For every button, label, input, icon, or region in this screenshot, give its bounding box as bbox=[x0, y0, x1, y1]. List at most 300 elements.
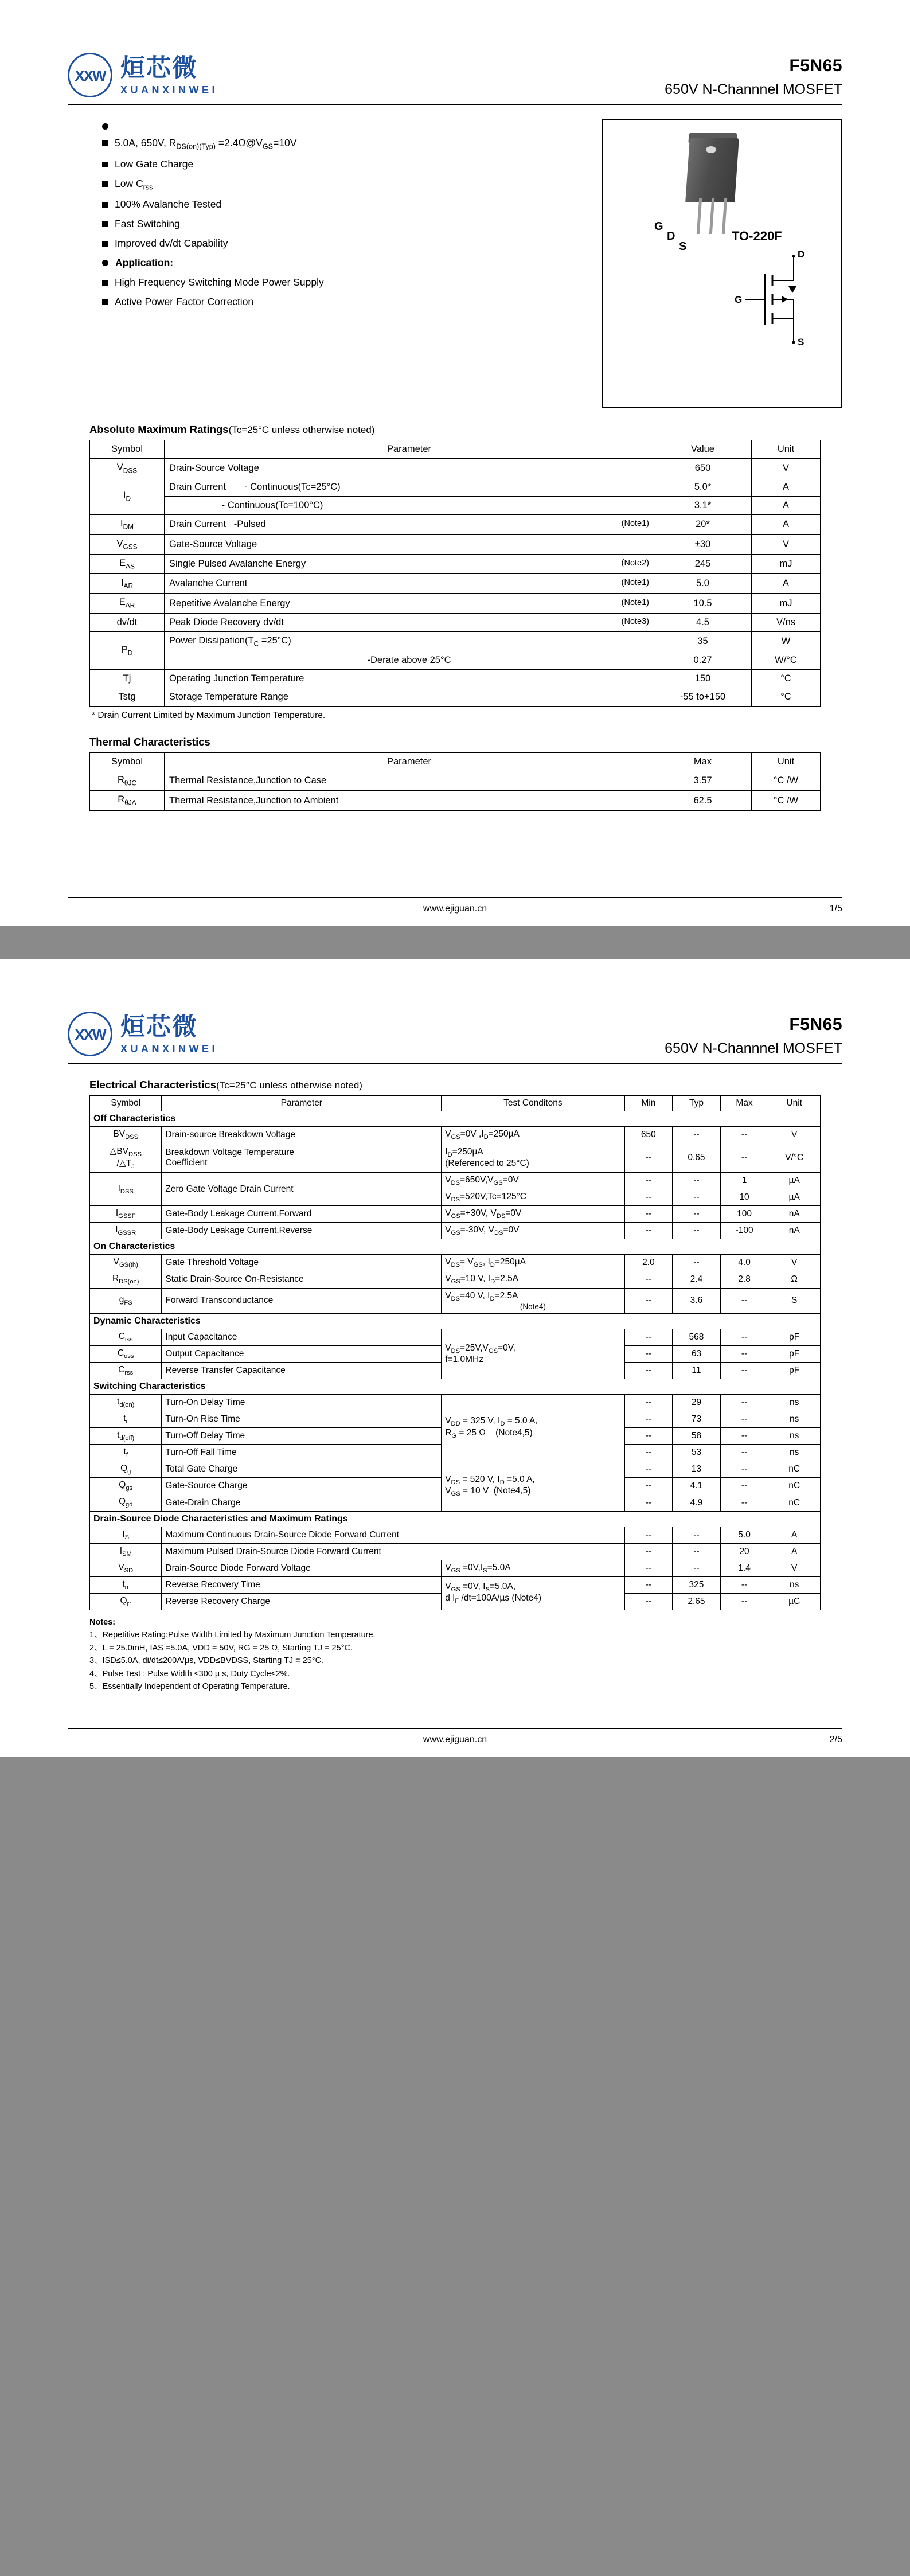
group-header-row bbox=[90, 1511, 821, 1527]
cell-symbol: $V_{SD}$ bbox=[90, 1560, 162, 1576]
table-row bbox=[90, 670, 821, 688]
table-row bbox=[90, 1560, 821, 1576]
cell-typ: 53 bbox=[673, 1445, 721, 1461]
cell-symbol: $I_S$ bbox=[90, 1527, 162, 1543]
cell-min: -- bbox=[624, 1560, 673, 1576]
cell-min: -- bbox=[624, 1362, 673, 1379]
footer-url: www.ejiguan.cn bbox=[423, 903, 487, 914]
note-item: 1、Repetitive Rating:Pulse Width Limited by Maximum Junction Temperature. bbox=[89, 1630, 376, 1640]
col-value: Value bbox=[654, 440, 752, 459]
header-divider bbox=[68, 104, 842, 105]
cell-max: -- bbox=[720, 1411, 768, 1427]
group-header-row bbox=[90, 1239, 821, 1255]
cell-symbol: Tstg bbox=[90, 688, 165, 707]
cell-typ: 3.6 bbox=[673, 1288, 721, 1313]
table-row bbox=[90, 1527, 821, 1543]
cell-unit: °C /W bbox=[752, 771, 821, 791]
cell-unit: µA bbox=[768, 1172, 821, 1189]
cell-max: 4.0 bbox=[720, 1255, 768, 1271]
cell-value: -55 to+150 bbox=[654, 688, 752, 707]
list-item bbox=[102, 178, 503, 192]
abs-max-title-note: (Tc=25°C unless otherwise noted) bbox=[228, 424, 375, 435]
svg-text:XXW: XXW bbox=[75, 1025, 106, 1043]
cell-unit: ns bbox=[768, 1411, 821, 1427]
cell-symbol: $C_{rss}$ bbox=[90, 1362, 162, 1379]
cell-parameter: Drain-source Breakdown Voltage bbox=[162, 1126, 442, 1143]
cell-min: -- bbox=[624, 1478, 673, 1494]
cell-parameter: Drain-Source Diode Forward Voltage bbox=[162, 1560, 442, 1576]
cell-parameter: Reverse Recovery Charge bbox=[162, 1593, 442, 1610]
feature-text: 100% Avalanche Tested bbox=[115, 198, 222, 210]
cell-max: 3.57 bbox=[654, 771, 752, 791]
svg-text:XXW: XXW bbox=[75, 67, 106, 84]
xxw-monogram-icon bbox=[73, 1017, 107, 1051]
cell-symbol: $V_{GS(th)}$ bbox=[90, 1255, 162, 1271]
cell-parameter: Input Capacitance bbox=[162, 1329, 442, 1345]
list-item bbox=[102, 296, 503, 308]
cell-symbol: $Q_{rr}$ bbox=[90, 1593, 162, 1610]
cell-value: 3.1* bbox=[654, 497, 752, 515]
brand-logo bbox=[68, 53, 218, 97]
table-header-row bbox=[90, 1095, 821, 1111]
cell-max: -- bbox=[720, 1428, 768, 1445]
cell-symbol: $t_f$ bbox=[90, 1445, 162, 1461]
feature-text: Low Gate Charge bbox=[115, 158, 194, 170]
cell-symbol: $I_{GSSF}$ bbox=[90, 1206, 162, 1223]
cell-condition: $V_{DS}=40$ V, $I_D=2.5A$ (Note4) bbox=[442, 1288, 624, 1313]
cell-parameter: Peak Diode Recovery dv/dt (Note3) bbox=[165, 613, 654, 631]
cell-symbol: $Q_{gs}$ bbox=[90, 1478, 162, 1494]
brand-name-en: XUANXINWEI bbox=[120, 1043, 218, 1055]
table-row bbox=[90, 574, 821, 594]
cell-parameter: Static Drain-Source On-Resistance bbox=[162, 1271, 442, 1288]
cell-condition: $V_{GS}=-30V$, $V_{DS}=0V$ bbox=[442, 1223, 624, 1239]
cell-symbol: Tj bbox=[90, 670, 165, 688]
page-footer-2 bbox=[68, 1728, 842, 1745]
cell-max: 20 bbox=[720, 1543, 768, 1560]
cell-unit: nC bbox=[768, 1494, 821, 1511]
application-label: Application: bbox=[115, 257, 174, 268]
cell-parameter: Storage Temperature Range bbox=[165, 688, 654, 707]
pin-label-g: G bbox=[654, 220, 663, 233]
cell-min: -- bbox=[624, 1576, 673, 1593]
pin-label-s: S bbox=[679, 240, 687, 253]
list-item bbox=[102, 276, 503, 288]
cell-typ: 11 bbox=[673, 1362, 721, 1379]
cell-parameter: Reverse Recovery Time bbox=[162, 1576, 442, 1593]
cell-symbol: $C_{iss}$ bbox=[90, 1329, 162, 1345]
cell-min: -- bbox=[624, 1189, 673, 1206]
mounting-hole bbox=[706, 146, 716, 153]
bullet-square-icon bbox=[102, 202, 108, 208]
col-symbol: Symbol bbox=[90, 1095, 162, 1111]
table-row bbox=[90, 1461, 821, 1478]
cell-unit: V bbox=[768, 1126, 821, 1143]
cell-typ: 4.9 bbox=[673, 1494, 721, 1511]
cell-typ: -- bbox=[673, 1206, 721, 1223]
footer-url: www.ejiguan.cn bbox=[423, 1734, 487, 1744]
cell-symbol: $E_{AR}$ bbox=[90, 594, 165, 613]
table-row bbox=[90, 534, 821, 554]
svg-text:S: S bbox=[798, 337, 804, 348]
col-parameter: Parameter bbox=[162, 1095, 442, 1111]
cell-symbol: $R_{DS(on)}$ bbox=[90, 1271, 162, 1288]
group-header-row bbox=[90, 1313, 821, 1329]
cell-min: -- bbox=[624, 1461, 673, 1478]
table-row bbox=[90, 651, 821, 670]
table-row bbox=[90, 1329, 821, 1345]
cell-condition: $V_{GS}=0V$ $,I_D=250\mu A$ bbox=[442, 1126, 624, 1143]
cell-value: 5.0* bbox=[654, 478, 752, 497]
cell-parameter: Total Gate Charge bbox=[162, 1461, 442, 1478]
header-divider bbox=[68, 1063, 842, 1064]
cell-unit: V bbox=[768, 1255, 821, 1271]
cell-max: -- bbox=[720, 1362, 768, 1379]
page-separator bbox=[0, 926, 910, 959]
cell-condition: $V_{DS}=520V,Tc=125^\circ C$ bbox=[442, 1189, 624, 1206]
notes-title: Notes: bbox=[89, 1618, 116, 1627]
cell-typ: 325 bbox=[673, 1576, 721, 1593]
feature-text: High Frequency Switching Mode Power Supply bbox=[115, 276, 324, 288]
cell-unit: A bbox=[752, 478, 821, 497]
cell-min: 2.0 bbox=[624, 1255, 673, 1271]
cell-condition: $V_{DS} = 520$ V, $I_D =5.0$ A, $V_{GS} = 10$ V (Note4,5) bbox=[442, 1461, 624, 1511]
note-item: 5、Essentially Independent of Operating Temperature. bbox=[89, 1682, 290, 1692]
xxw-monogram-icon bbox=[73, 58, 107, 92]
table-row bbox=[90, 688, 821, 707]
cell-symbol: $t_r$ bbox=[90, 1411, 162, 1427]
cell-unit: µC bbox=[768, 1593, 821, 1610]
cell-max: -- bbox=[720, 1478, 768, 1494]
cell-unit: V bbox=[752, 534, 821, 554]
cell-max: 2.8 bbox=[720, 1271, 768, 1288]
cell-typ: 73 bbox=[673, 1411, 721, 1427]
cell-parameter: Avalanche Current (Note1) bbox=[165, 574, 654, 594]
col-symbol: Symbol bbox=[90, 440, 165, 459]
part-description: 650V N-Channnel MOSFET bbox=[665, 81, 842, 97]
cell-unit: ns bbox=[768, 1445, 821, 1461]
cell-max: 1 bbox=[720, 1172, 768, 1189]
brand-name-cn: 烜芯微 bbox=[120, 1012, 198, 1041]
cell-unit: mJ bbox=[752, 594, 821, 613]
cell-condition: $V_{GS} =0V,I_S=5.0A$ bbox=[442, 1560, 624, 1576]
group-header-row bbox=[90, 1379, 821, 1394]
cell-parameter: Single Pulsed Avalanche Energy (Note2) bbox=[165, 554, 654, 573]
cell-parameter: Breakdown Voltage Temperature Coefficient bbox=[162, 1143, 442, 1172]
cell-parameter: Maximum Continuous Drain-Source Diode Forward Current bbox=[162, 1527, 624, 1543]
cell-parameter: Maximum Pulsed Drain-Source Diode Forward Current bbox=[162, 1543, 624, 1560]
cell-max: -- bbox=[720, 1126, 768, 1143]
note-item: 3、ISD≤5.0A, di/dt≤200A/µs, VDD≤BVDSS, Starting TJ = 25°C. bbox=[89, 1656, 324, 1666]
cell-unit: pF bbox=[768, 1345, 821, 1362]
cell-parameter: Gate Threshold Voltage bbox=[162, 1255, 442, 1271]
cell-max: -- bbox=[720, 1461, 768, 1478]
table-row bbox=[90, 497, 821, 515]
table-row bbox=[90, 613, 821, 631]
list-item bbox=[102, 237, 503, 249]
cell-symbol: $I_{SM}$ bbox=[90, 1543, 162, 1560]
cell-parameter: Gate-Drain Charge bbox=[162, 1494, 442, 1511]
group-title-off: Off Characteristics bbox=[90, 1111, 821, 1126]
abs-max-title-text: Absolute Maximum Ratings bbox=[89, 423, 229, 435]
brand-name-cn: 烜芯微 bbox=[120, 54, 198, 83]
cell-min: -- bbox=[624, 1445, 673, 1461]
cell-symbol: $I_D$ bbox=[90, 478, 165, 515]
note-item: 2、L = 25.0mH, IAS =5.0A, VDD = 50V, RG = 25 Ω, Starting TJ = 25°C. bbox=[89, 1643, 353, 1653]
cell-symbol: $t_{rr}$ bbox=[90, 1576, 162, 1593]
cell-min: -- bbox=[624, 1394, 673, 1411]
cell-condition: $V_{DD} = 325$ V, $I_D = 5.0$ A, $R_G = 25$ Ω (Note4,5) bbox=[442, 1394, 624, 1461]
cell-value: 245 bbox=[654, 554, 752, 573]
absolute-maximum-ratings-table bbox=[89, 440, 821, 707]
cell-parameter: Repetitive Avalanche Energy (Note1) bbox=[165, 594, 654, 613]
cell-parameter: Forward Transconductance bbox=[162, 1288, 442, 1313]
svg-text:D: D bbox=[798, 251, 805, 260]
package-diagram bbox=[602, 119, 842, 408]
cell-condition: $I_D=250\mu A$ (Referenced to 25°C) bbox=[442, 1143, 624, 1172]
cell-typ: 58 bbox=[673, 1428, 721, 1445]
table-row bbox=[90, 1206, 821, 1223]
note-item: 4、Pulse Test : Pulse Width ≤300 µ s, Duty Cycle≤2%. bbox=[89, 1669, 290, 1679]
cell-symbol: $V_{GSS}$ bbox=[90, 534, 165, 554]
cell-min: -- bbox=[624, 1143, 673, 1172]
cell-min: -- bbox=[624, 1206, 673, 1223]
feature-text: 5.0A, 650V, $R_{DS(on)(Typ)}$ $=2.4\Omega@V_{GS}=10V$ bbox=[115, 137, 297, 151]
col-typ: Typ bbox=[673, 1095, 721, 1111]
cell-symbol: $t_{d(on)}$ bbox=[90, 1394, 162, 1411]
cell-min: -- bbox=[624, 1593, 673, 1610]
cell-parameter: Power $Dissipation(T_C =25^\circ C)$ bbox=[165, 631, 654, 651]
cell-symbol: $t_{d(off)}$ bbox=[90, 1428, 162, 1445]
cell-parameter: Thermal Resistance,Junction to Case bbox=[165, 771, 654, 791]
cell-condition: $V_{GS}=10$ V, $I_D=2.5A$ bbox=[442, 1271, 624, 1288]
cell-max: -- bbox=[720, 1593, 768, 1610]
cell-typ: 568 bbox=[673, 1329, 721, 1345]
lead-pin-1 bbox=[697, 198, 702, 234]
cell-condition: $V_{GS}=+30V$, $V_{DS}=0V$ bbox=[442, 1206, 624, 1223]
cell-max: -- bbox=[720, 1445, 768, 1461]
cell-unit: A bbox=[752, 515, 821, 534]
cell-min: -- bbox=[624, 1345, 673, 1362]
cell-symbol: $g_{FS}$ bbox=[90, 1288, 162, 1313]
footer-page-number: 1/5 bbox=[829, 903, 842, 914]
cell-unit: °C bbox=[752, 670, 821, 688]
cell-typ: -- bbox=[673, 1560, 721, 1576]
lead-pin-3 bbox=[722, 198, 727, 234]
cell-value: ±30 bbox=[654, 534, 752, 554]
cell-max: -100 bbox=[720, 1223, 768, 1239]
cell-unit: nC bbox=[768, 1461, 821, 1478]
col-max: Max bbox=[654, 753, 752, 771]
cell-symbol: $R_{\theta JC}$ bbox=[90, 771, 165, 791]
bullet-round-icon bbox=[102, 123, 108, 130]
cell-unit: µA bbox=[768, 1189, 821, 1206]
cell-symbol: $C_{oss}$ bbox=[90, 1345, 162, 1362]
page-header bbox=[68, 26, 842, 98]
cell-typ: -- bbox=[673, 1527, 721, 1543]
table-row bbox=[90, 1288, 821, 1313]
cell-symbol: $Q_g$ bbox=[90, 1461, 162, 1478]
cell-typ: 63 bbox=[673, 1345, 721, 1362]
bullet-square-icon bbox=[102, 181, 108, 187]
bullet-square-icon bbox=[102, 241, 108, 247]
cell-max: 5.0 bbox=[720, 1527, 768, 1543]
cell-unit: A bbox=[752, 574, 821, 594]
col-symbol: Symbol bbox=[90, 753, 165, 771]
cell-parameter: Drain-Source Voltage bbox=[165, 459, 654, 478]
datasheet-page-2 bbox=[0, 959, 910, 1757]
cell-unit: pF bbox=[768, 1329, 821, 1345]
cell-min: -- bbox=[624, 1223, 673, 1239]
cell-symbol: dv/dt bbox=[90, 613, 165, 631]
cell-min: -- bbox=[624, 1527, 673, 1543]
cell-condition: $V_{DS}=25V,V_{GS}=0V$, f=1.0MHz bbox=[442, 1329, 624, 1379]
thermal-characteristics-table bbox=[89, 752, 821, 811]
table-row bbox=[90, 478, 821, 497]
col-test-conditions: Test Conditons bbox=[442, 1095, 624, 1111]
feature-text: Active Power Factor Correction bbox=[115, 296, 254, 307]
cell-parameter: Turn-Off Fall Time bbox=[162, 1445, 442, 1461]
cell-parameter: Operating Junction Temperature bbox=[165, 670, 654, 688]
cell-condition: $V_{DS}= V_{GS}$, $I_D=250\mu A$ bbox=[442, 1255, 624, 1271]
to220f-package-image bbox=[671, 138, 740, 224]
lead-pin-2 bbox=[709, 198, 714, 234]
cell-symbol: $I_{DM}$ bbox=[90, 515, 165, 534]
table-row bbox=[90, 1143, 821, 1172]
table-row bbox=[90, 1271, 821, 1288]
table-row bbox=[90, 515, 821, 534]
cell-typ: 2.4 bbox=[673, 1271, 721, 1288]
cell-unit: A bbox=[752, 497, 821, 515]
group-title-switching: Switching Characteristics bbox=[90, 1379, 821, 1394]
cell-unit: °C bbox=[752, 688, 821, 707]
cell-min: 650 bbox=[624, 1126, 673, 1143]
cell-max: -- bbox=[720, 1494, 768, 1511]
footer-page-number: 2/5 bbox=[829, 1734, 842, 1744]
cell-max: -- bbox=[720, 1345, 768, 1362]
cell-parameter: Turn-Off Delay Time bbox=[162, 1428, 442, 1445]
cell-parameter: Gate-Body Leakage Current,Reverse bbox=[162, 1223, 442, 1239]
table-row bbox=[90, 771, 821, 791]
abs-max-footnote: * Drain Current Limited by Maximum Junction Temperature. bbox=[92, 711, 326, 721]
electrical-title-note: (Tc=25°C unless otherwise noted) bbox=[216, 1079, 362, 1091]
table-row bbox=[90, 791, 821, 810]
cell-unit: V/ns bbox=[752, 613, 821, 631]
cell-symbol: $\triangle BV_{DSS}$ $/\triangle T_J$ bbox=[90, 1143, 162, 1172]
cell-value: 35 bbox=[654, 631, 752, 651]
cell-unit: pF bbox=[768, 1362, 821, 1379]
table-row bbox=[90, 1394, 821, 1411]
cell-typ: -- bbox=[673, 1189, 721, 1206]
svg-text:G: G bbox=[735, 294, 743, 305]
electrical-characteristics-table bbox=[89, 1095, 821, 1610]
cell-min: -- bbox=[624, 1428, 673, 1445]
cell-symbol: $I_{AR}$ bbox=[90, 574, 165, 594]
cell-max: 62.5 bbox=[654, 791, 752, 810]
bullet-square-icon bbox=[102, 140, 108, 146]
cell-value: 4.5 bbox=[654, 613, 752, 631]
cell-unit: ns bbox=[768, 1576, 821, 1593]
cell-parameter: Gate-Source Voltage bbox=[165, 534, 654, 554]
feature-text: Low $C_{rss}$ bbox=[115, 177, 153, 191]
col-max: Max bbox=[720, 1095, 768, 1111]
col-unit: Unit bbox=[752, 440, 821, 459]
cell-symbol: $R_{\theta JA}$ bbox=[90, 791, 165, 810]
cell-min: -- bbox=[624, 1288, 673, 1313]
col-parameter: Parameter bbox=[165, 440, 654, 459]
cell-max: -- bbox=[720, 1143, 768, 1172]
col-min: Min bbox=[624, 1095, 673, 1111]
brand-name-en: XUANXINWEI bbox=[120, 84, 218, 96]
cell-condition: $V_{GS} =0V$, $I_S=5.0A$, d $I_F$ /dt=100A/µs (Note4) bbox=[442, 1576, 624, 1610]
part-number: F5N65 bbox=[789, 56, 842, 75]
cell-parameter: Turn-On Rise Time bbox=[162, 1411, 442, 1427]
cell-parameter: -Derate above 25°C bbox=[165, 651, 654, 670]
cell-unit: nA bbox=[768, 1223, 821, 1239]
part-number: F5N65 bbox=[789, 1014, 842, 1034]
cell-parameter: Thermal Resistance,Junction to Ambient bbox=[165, 791, 654, 810]
cell-parameter: Drain Current -Pulsed (Note1) bbox=[165, 515, 654, 534]
cell-typ: 29 bbox=[673, 1394, 721, 1411]
table-row bbox=[90, 1576, 821, 1593]
cell-symbol: $E_{AS}$ bbox=[90, 554, 165, 573]
cell-value: 650 bbox=[654, 459, 752, 478]
cell-unit: °C /W bbox=[752, 791, 821, 810]
col-unit: Unit bbox=[752, 753, 821, 771]
thermal-title: Thermal Characteristics bbox=[89, 736, 210, 748]
cell-min: -- bbox=[624, 1494, 673, 1511]
cell-unit: V/°C bbox=[768, 1143, 821, 1172]
cell-symbol: $I_{GSSR}$ bbox=[90, 1223, 162, 1239]
cell-symbol: $BV_{DSS}$ bbox=[90, 1126, 162, 1143]
cell-unit: V bbox=[752, 459, 821, 478]
table-row bbox=[90, 1223, 821, 1239]
table-row bbox=[90, 1255, 821, 1271]
feature-text: Improved dv/dt Capability bbox=[115, 237, 228, 249]
application-heading bbox=[102, 257, 503, 269]
cell-typ: 0.65 bbox=[673, 1143, 721, 1172]
table-header-row bbox=[90, 753, 821, 771]
cell-typ: 2.65 bbox=[673, 1593, 721, 1610]
table-row bbox=[90, 554, 821, 573]
group-title-dynamic: Dynamic Characteristics bbox=[90, 1313, 821, 1329]
bullet-square-icon bbox=[102, 280, 108, 286]
cell-symbol: $P_D$ bbox=[90, 631, 165, 669]
cell-typ: -- bbox=[673, 1172, 721, 1189]
group-title-on: On Characteristics bbox=[90, 1239, 821, 1255]
cell-parameter: Zero Gate Voltage Drain Current bbox=[162, 1172, 442, 1205]
cell-max: 100 bbox=[720, 1206, 768, 1223]
notes-block bbox=[89, 1616, 842, 1693]
table-row bbox=[90, 631, 821, 651]
cell-value: 5.0 bbox=[654, 574, 752, 594]
electrical-title-text: Electrical Characteristics bbox=[89, 1078, 217, 1091]
cell-unit: A bbox=[768, 1527, 821, 1543]
table-row bbox=[90, 459, 821, 478]
cell-unit: ns bbox=[768, 1428, 821, 1445]
page-footer-1 bbox=[68, 897, 842, 914]
group-header-row bbox=[90, 1111, 821, 1126]
cell-parameter: Output Capacitance bbox=[162, 1345, 442, 1362]
cell-parameter: Turn-On Delay Time bbox=[162, 1394, 442, 1411]
logo-mark-icon bbox=[68, 1012, 112, 1056]
cell-max: -- bbox=[720, 1576, 768, 1593]
mosfet-symbol bbox=[733, 251, 819, 348]
feature-list bbox=[68, 119, 503, 408]
cell-typ: -- bbox=[673, 1223, 721, 1239]
logo-mark-icon bbox=[68, 53, 112, 97]
table-row bbox=[90, 1172, 821, 1189]
